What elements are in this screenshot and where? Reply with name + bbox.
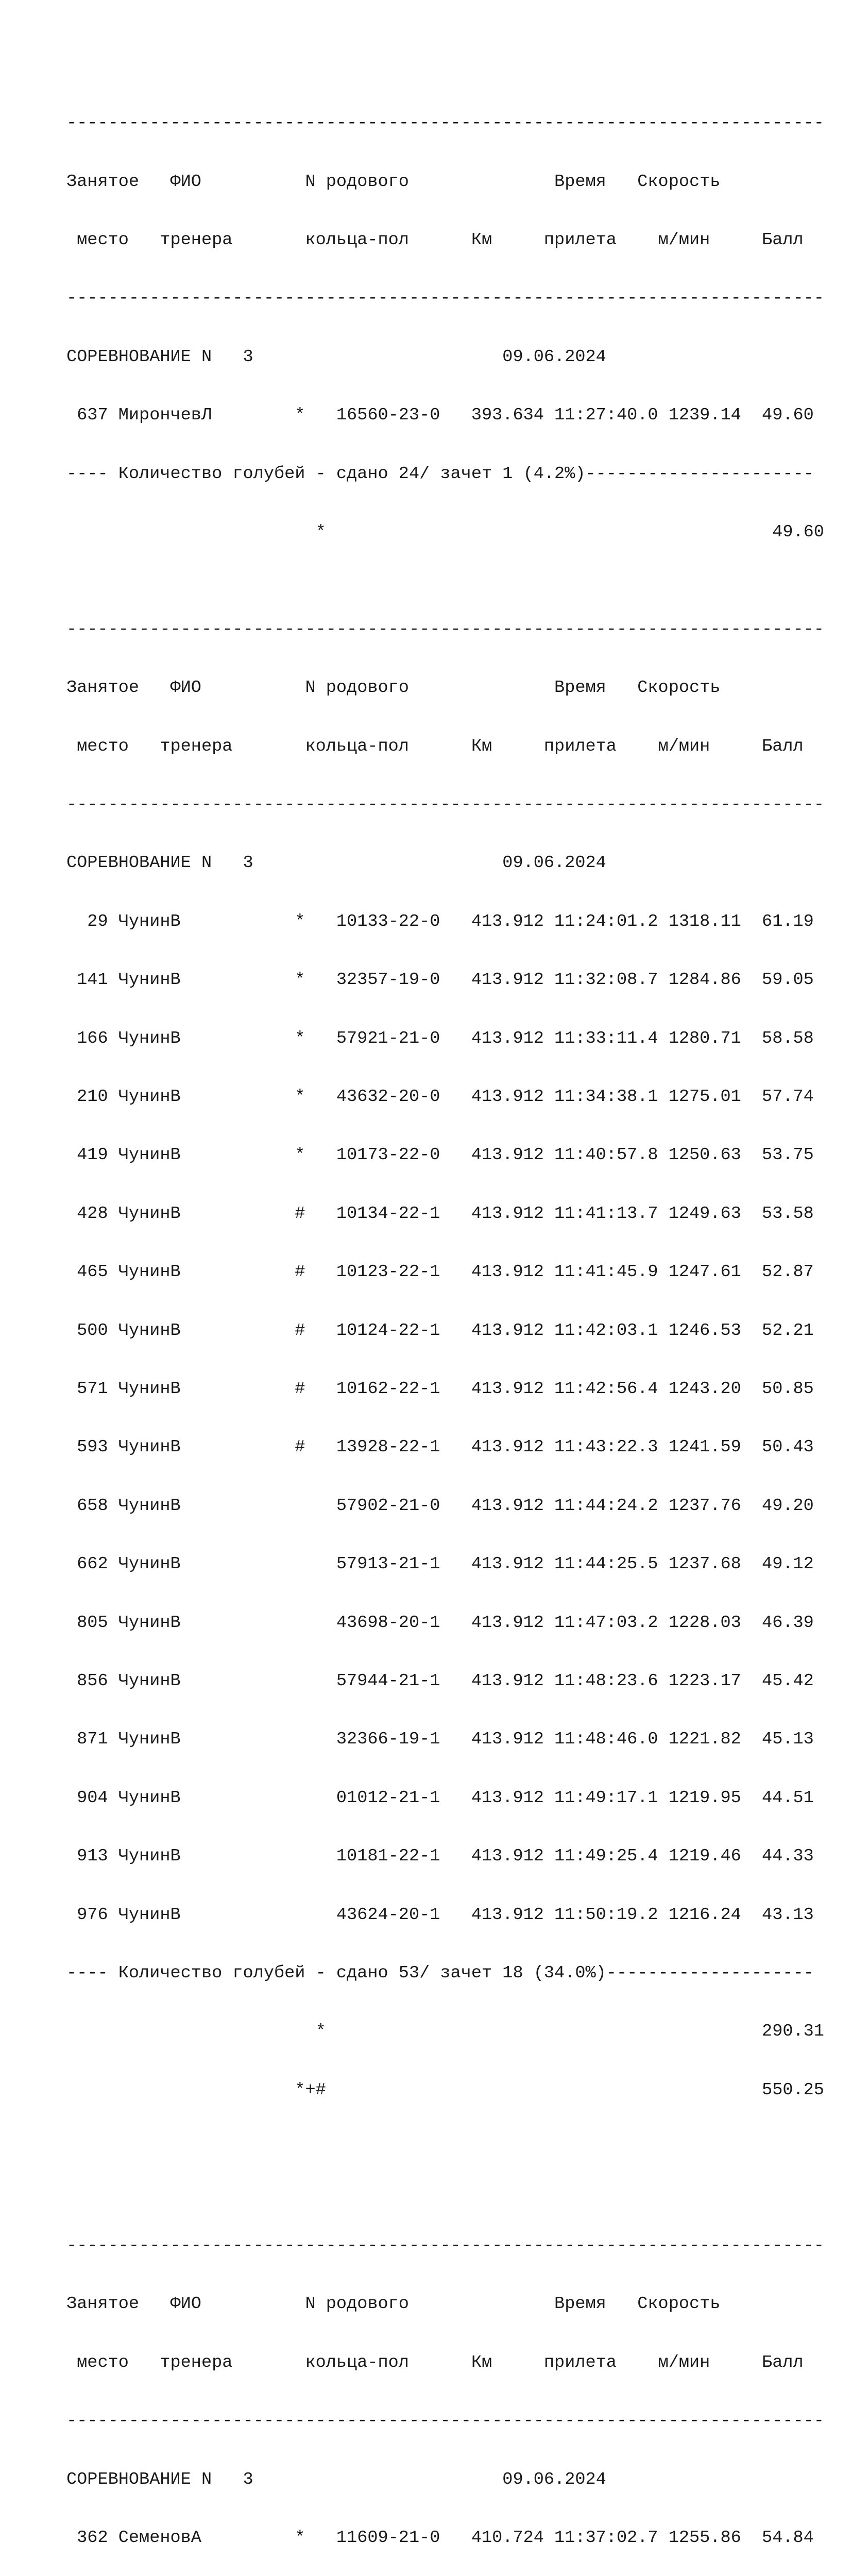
result-row: 593 ЧунинВ # 13928-22-1 413.912 11:43:22.3 1241.59 50.43: [66, 1437, 814, 1458]
header-line-2: место тренера кольца-пол Км прилета м/мин Балл: [66, 2352, 804, 2372]
competition-line: СОРЕВНОВАНИЕ N 3 09.06.2024: [66, 853, 606, 873]
result-row: 210 ЧунинВ * 43632-20-0 413.912 11:34:38.1 1275.01 57.74: [66, 1087, 814, 1107]
result-row: 658 ЧунинВ 57902-21-0 413.912 11:44:24.2 1237.76 49.20: [66, 1496, 814, 1516]
competition-line: СОРЕВНОВАНИЕ N 3 09.06.2024: [66, 2469, 606, 2489]
total-line: *+# 550.25: [66, 2080, 824, 2100]
result-row: 29 ЧунинВ * 10133-22-0 413.912 11:24:01.2 1318.11 61.19: [66, 911, 814, 931]
separator-line: -------------------------------------------------------------------------: [66, 2236, 824, 2256]
header-line-2: место тренера кольца-пол Км прилета м/мин Балл: [66, 736, 804, 756]
competition-line: СОРЕВНОВАНИЕ N 3 09.06.2024: [66, 347, 606, 367]
summary-line: ---- Количество голубей - сдано 53/ зачет 18 (34.0%)--------------------: [66, 1963, 814, 1983]
total-line: * 290.31: [66, 2022, 824, 2042]
result-row: 571 ЧунинВ # 10162-22-1 413.912 11:42:56.4 1243.20 50.85: [66, 1379, 814, 1399]
result-row: 904 ЧунинВ 01012-21-1 413.912 11:49:17.1 1219.95 44.51: [66, 1788, 814, 1808]
result-row: 166 ЧунинВ * 57921-21-0 413.912 11:33:11.4 1280.71 58.58: [66, 1028, 814, 1048]
result-row: 805 ЧунинВ 43698-20-1 413.912 11:47:03.2 1228.03 46.39: [66, 1613, 814, 1633]
result-row: 362 СеменовА * 11609-21-0 410.724 11:37:02.7 1255.86 54.84: [66, 2528, 814, 2548]
summary-line: ---- Количество голубей - сдано 24/ зачет 1 (4.2%)----------------------: [66, 464, 814, 484]
result-row: 637 МирончевЛ * 16560-23-0 393.634 11:27:40.0 1239.14 49.60: [66, 405, 814, 426]
separator-line: -------------------------------------------------------------------------: [66, 619, 824, 639]
result-row: 871 ЧунинВ 32366-19-1 413.912 11:48:46.0 1221.82 45.13: [66, 1730, 814, 1750]
results-report: [66, 36, 824, 2576]
result-row: 500 ЧунинВ # 10124-22-1 413.912 11:42:03.1 1246.53 52.21: [66, 1320, 814, 1341]
result-row: 976 ЧунинВ 43624-20-1 413.912 11:50:19.2 1216.24 43.13: [66, 1905, 814, 1925]
result-row: 428 ЧунинВ # 10134-22-1 413.912 11:41:13.7 1249.63 53.58: [66, 1204, 814, 1224]
result-row: 465 ЧунинВ # 10123-22-1 413.912 11:41:45.9 1247.61 52.87: [66, 1262, 814, 1282]
result-row: 141 ЧунинВ * 32357-19-0 413.912 11:32:08.7 1284.86 59.05: [66, 970, 814, 990]
total-line: * 49.60: [66, 522, 824, 542]
separator-line: -------------------------------------------------------------------------: [66, 795, 824, 815]
separator-line: -------------------------------------------------------------------------: [66, 113, 824, 133]
separator-line: -------------------------------------------------------------------------: [66, 289, 824, 309]
blank-gap: [66, 2139, 824, 2159]
separator-line: -------------------------------------------------------------------------: [66, 2411, 824, 2431]
header-line-1: Занятое ФИО N родового Время Скорость: [66, 2294, 721, 2314]
result-row: 662 ЧунинВ 57913-21-1 413.912 11:44:25.5 1237.68 49.12: [66, 1554, 814, 1574]
header-line-1: Занятое ФИО N родового Время Скорость: [66, 172, 721, 192]
header-line-2: место тренера кольца-пол Км прилета м/мин Балл: [66, 230, 804, 250]
result-row: 419 ЧунинВ * 10173-22-0 413.912 11:40:57.8 1250.63 53.75: [66, 1145, 814, 1165]
header-line-1: Занятое ФИО N родового Время Скорость: [66, 678, 721, 698]
result-row: 856 ЧунинВ 57944-21-1 413.912 11:48:23.6 1223.17 45.42: [66, 1671, 814, 1691]
result-row: 913 ЧунинВ 10181-22-1 413.912 11:49:25.4 1219.46 44.33: [66, 1846, 814, 1867]
